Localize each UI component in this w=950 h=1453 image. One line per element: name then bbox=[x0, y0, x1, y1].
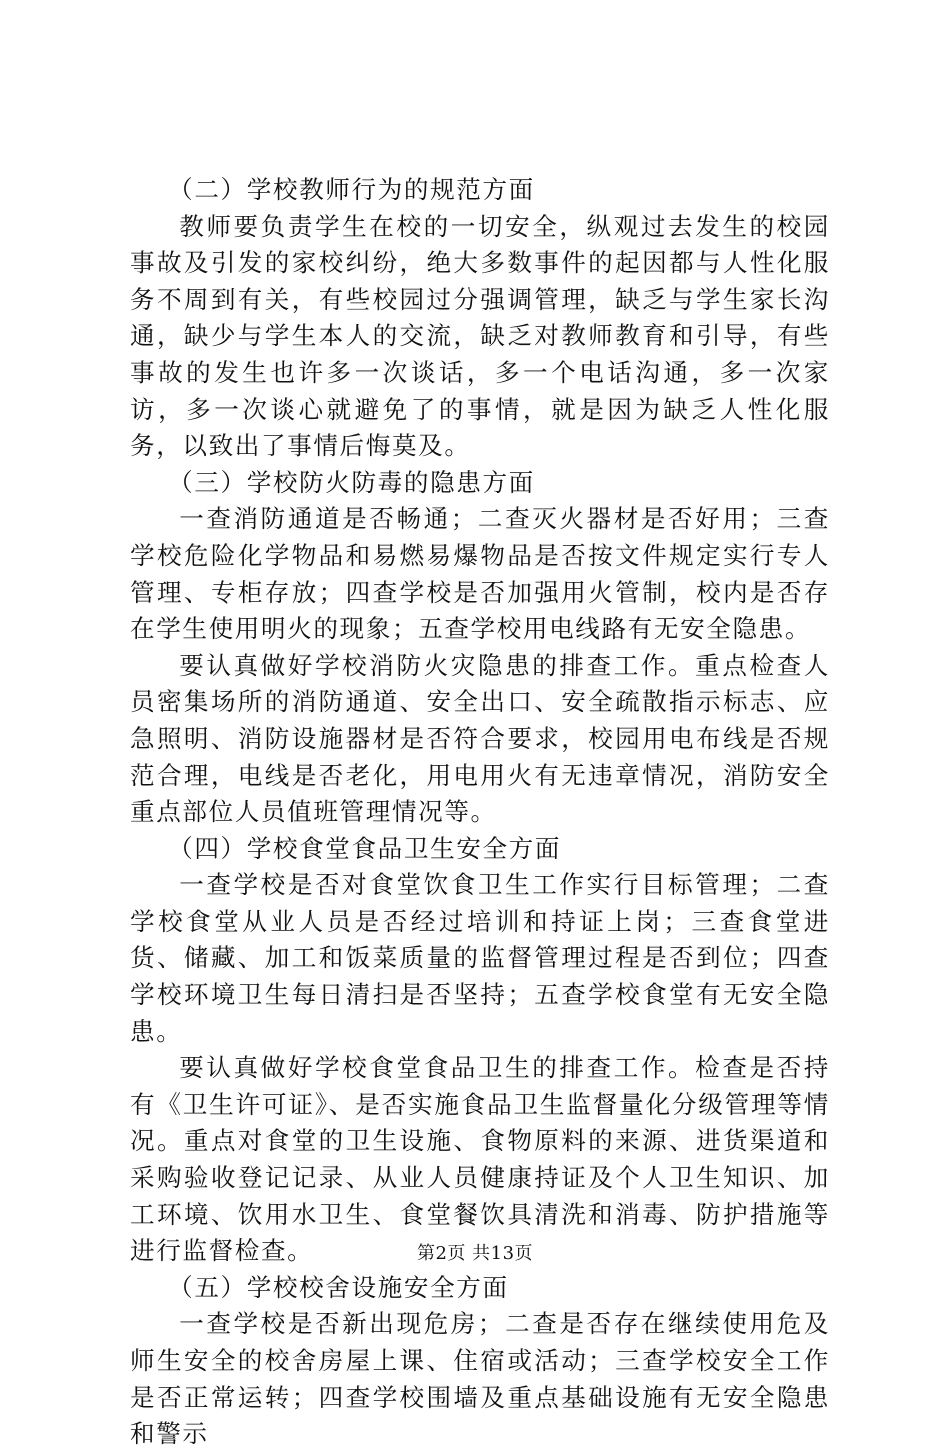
section-heading: （四）学校食堂食品卫生安全方面 bbox=[168, 833, 562, 863]
page-number-footer: 第2页 共13页 bbox=[416, 1243, 534, 1264]
paragraph: 一查消防通道是否畅通；二查灭火器材是否好用；三查学校危险化学物品和易燃易爆物品是否按文件规定实行专人管理、专柜存放；四查学校是否加强用火管制，校内是否存在学生使用明火的现象；五查学校用电线路有无安全隐患。 bbox=[130, 504, 830, 644]
section-heading: （三）学校防火防毒的隐患方面 bbox=[168, 467, 535, 497]
paragraph: 一查学校是否对食堂饮食卫生工作实行目标管理；二查学校食堂从业人员是否经过培训和持证上岗；三查食堂进货、储藏、加工和饭菜质量的监督管理过程是否到位；四查学校环境卫生每日清扫是否坚持；五查学校食堂有无安全隐患。 bbox=[130, 870, 830, 1046]
paragraph: 一查学校是否新出现危房；二查是否存在继续使用危及师生安全的校舍房屋上课、住宿或活动；三查学校安全工作是否正常运转；四查学校围墙及重点基础设施有无安全隐患和警示 bbox=[130, 1309, 830, 1449]
section-heading: （五）学校校舍设施安全方面 bbox=[168, 1272, 509, 1302]
paragraph: 要认真做好学校食堂食品卫生的排查工作。检查是否持有《卫生许可证》、是否实施食品卫生监督量化分级管理等情况。重点对食堂的卫生设施、食物原料的来源、进货渠道和采购验收登记记录、从业人员健康持证及个人卫生知识、加工环境、饮用水卫生、食堂餐饮具清洗和消毒、防护措施等进行监督检查。 bbox=[130, 1053, 830, 1266]
paragraph: 要认真做好学校消防火灾隐患的排查工作。重点检查人员密集场所的消防通道、安全出口、安全疏散指示标志、应急照明、消防设施器材是否符合要求，校园用电布线是否规范合理，电线是否老化，用电用火有无违章情况，消防安全重点部位人员值班管理情况等。 bbox=[130, 650, 830, 827]
section-heading: （二）学校教师行为的规范方面 bbox=[168, 175, 535, 204]
paragraph: 教师要负责学生在校的一切安全，纵观过去发生的校园事故及引发的家校纠纷，绝大多数事件的起因都与人性化服务不周到有关，有些校园过分强调管理，缺乏与学生家长沟通，缺少与学生本人的交流，缺乏对教师教育和引导，有些事故的发生也许多一次谈话，多一个电话沟通，多一次家访，多一次谈心就避免了的事情，就是因为缺乏人性化服务，以致出了事情后悔莫及。 bbox=[130, 211, 830, 461]
